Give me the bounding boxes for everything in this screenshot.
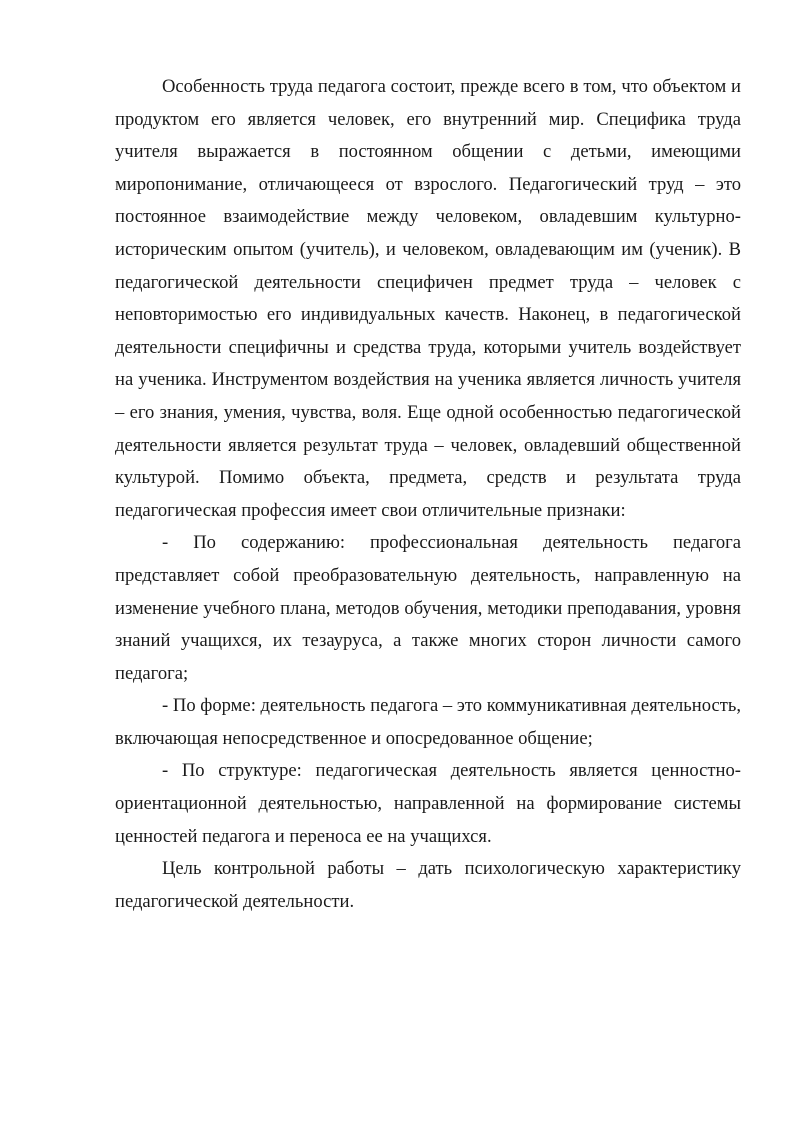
list-item-structure: - По структуре: педагогическая деятельность является ценностно-ориентационной деятельностью, направленной на формирование системы ценностей педагога и переноса ее на учащихся. (115, 760, 741, 847)
paragraph-intro: Особенность труда педагога состоит, прежде всего в том, что объектом и продуктом его является человек, его внутренний мир. Специфика труда учителя выражается в постоянном общении с детьми, имеющими миропонимание, отличающееся от взрослого. Педагогический труд – это постоянное взаимодействие между человеком, овладевшим культурно-историческим опытом (учитель), и человеком, овладевающим им (ученик). В педагогической деятельности специфичен предмет труда – человек с неповторимостью его индивидуальных качеств. Наконец, в педагогической деятельности специфичны и средства труда, которыми учитель воздействует на ученика. Инструментом воздействия на ученика является личность учителя – его знания, умения, чувства, воля. Еще одной особенностью педагогической деятельности является результат труда – человек, овладевший общественной культурой. Помимо объекта, предмета, средств и результата труда педагогическая профессия имеет свои отличительные признаки: (115, 76, 741, 521)
paragraph-goal: Цель контрольной работы – дать психологическую характеристику педагогической деятельности. (115, 858, 741, 912)
body-text (115, 71, 741, 918)
list-item-form: - По форме: деятельность педагога – это коммуникативная деятельность, включающая непосредственное и опосредованное общение; (115, 695, 741, 749)
list-item-content: - По содержанию: профессиональная деятельность педагога представляет собой преобразовательную деятельность, направленную на изменение учебного плана, методов обучения, методики преподавания, уровня знаний учащихся, их тезауруса, а также многих сторон личности самого педагога; (115, 532, 741, 684)
